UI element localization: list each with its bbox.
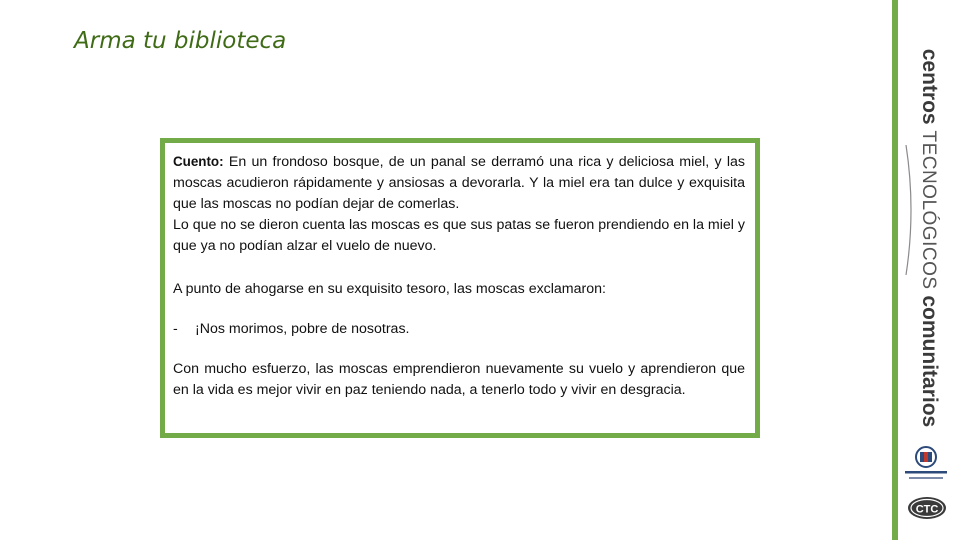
ctc-logo-icon [907, 496, 947, 520]
dialogue-text: ¡Nos morimos, pobre de nosotras. [195, 321, 410, 337]
dialogue-dash: - [173, 321, 178, 337]
story-dialogue [173, 319, 745, 340]
story-intro-text: En un frondoso bosque, de un panal se derramó una rica y deliciosa miel, y las moscas acudieron rápidamente y ansiosas a devorarla. Y la miel era tan dulce y exquisita que las moscas no podían dejar de comerlas. [173, 154, 745, 212]
story-paragraph-2: Lo que no se dieron cuenta las moscas es que sus patas se fueron prendiendo en la miel y que ya no podían alzar el vuelo de nuevo. [173, 217, 745, 254]
story-paragraph-3: A punto de ahogarse en su exquisito tesoro, las moscas exclamaron: [173, 281, 606, 297]
government-seal-icon [903, 444, 949, 484]
brand-word-comunitarios: comunitarios [918, 294, 941, 427]
ctc-logo-text: CTC [915, 503, 939, 516]
story-box [160, 138, 760, 438]
slide-title: Arma tu biblioteca [74, 28, 287, 54]
brand-word-tecnologicos: TECNOLÓGICOS [918, 129, 939, 290]
story-paragraph-4: Con mucho esfuerzo, las moscas emprendieron nuevamente su vuelo y aprendieron que en la vida es mejor vivir en paz teniendo nada, a tenerlo todo y vivir en desgracia. [173, 361, 745, 398]
story-paragraph-1 [173, 151, 745, 215]
brand-swoosh-icon [904, 145, 918, 275]
brand-word-centros: centros [918, 48, 941, 125]
story-label: Cuento: [173, 154, 224, 169]
